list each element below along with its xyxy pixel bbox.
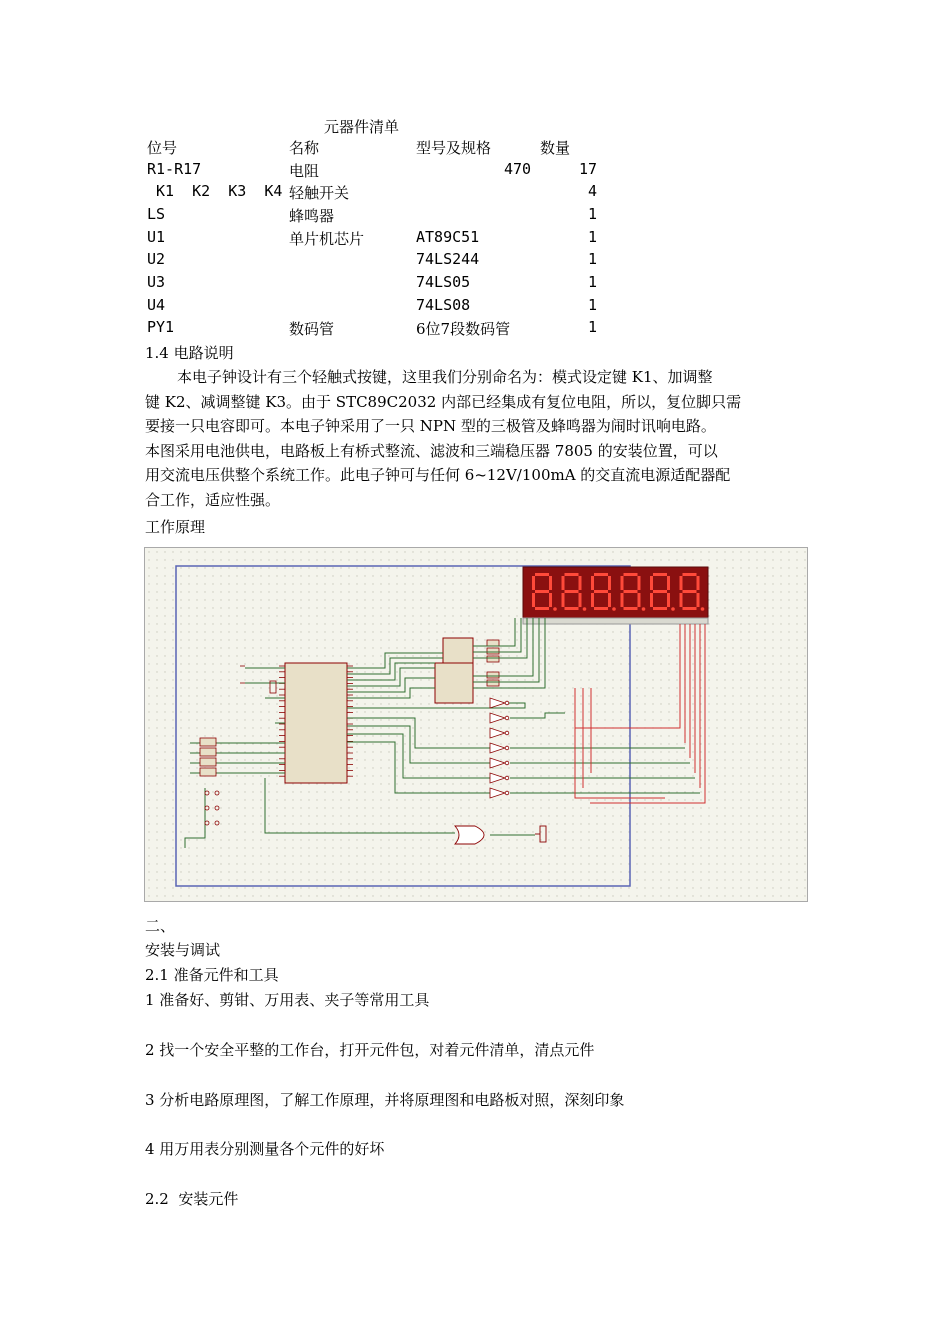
step-item: 3 分析电路原理图，了解工作原理，并将原理图和电路板对照，深刻印象 xyxy=(145,1091,625,1109)
display-segment xyxy=(667,593,670,607)
display-segment xyxy=(535,590,549,593)
display-segment xyxy=(638,593,641,607)
mcu-u1 xyxy=(279,663,353,783)
table-row-spec: 74LS05 xyxy=(416,273,471,291)
table-header-spec: 型号及规格 xyxy=(416,139,492,157)
display-segment xyxy=(621,576,624,590)
table-row-ref: K1 K2 K3 K4 xyxy=(147,182,283,200)
parts-table-title: 元器件清单 xyxy=(324,118,400,136)
table-row-qty: 1 xyxy=(588,250,598,268)
display-segment xyxy=(697,576,700,590)
table-row-spec: 74LS08 xyxy=(416,296,471,314)
display-segment xyxy=(594,590,608,593)
table-row-ref: U4 xyxy=(147,296,166,314)
table-row-qty: 1 xyxy=(588,205,598,223)
buffer-inverter-bubble xyxy=(505,731,509,735)
display-segment xyxy=(591,593,594,607)
table-row-name: 数码管 xyxy=(289,320,335,338)
section-heading-2-2: 2.2 安装元件 xyxy=(145,1190,239,1208)
table-row-spec: 74LS244 xyxy=(416,250,480,268)
step-item: 1 准备好、剪钳、万用表、夹子等常用工具 xyxy=(145,991,430,1009)
display-segment xyxy=(680,576,683,590)
display-segment xyxy=(653,590,667,593)
paragraph-line: 合工作，适应性强。 xyxy=(145,490,281,509)
display-decimal-point xyxy=(612,607,616,611)
section-number-2: 二、 xyxy=(145,917,176,935)
buffer-inverter-bubble xyxy=(505,776,509,780)
buffer-inverter-bubble xyxy=(505,716,509,720)
paragraph-line: 用交流电压供整个系统工作。此电子钟可与任何 6~12V/100mA 的交直流电源适配器配 xyxy=(145,466,731,484)
display-segment xyxy=(608,593,611,607)
table-row-ref: R1-R17 xyxy=(147,160,202,178)
table-header-ref: 位号 xyxy=(147,139,178,157)
table-row-qty: 1 xyxy=(588,273,598,291)
display-segment xyxy=(680,593,683,607)
step-item: 2 找一个安全平整的工作台，打开元件包，对着元件清单，清点元件 xyxy=(145,1041,595,1059)
display-segment xyxy=(697,593,700,607)
display-segment xyxy=(549,593,552,607)
display-decimal-point xyxy=(701,607,705,611)
display-segment xyxy=(638,576,641,590)
table-row-name: 电阻 xyxy=(289,162,320,180)
table-row-ref: PY1 xyxy=(147,318,175,336)
display-segment xyxy=(535,573,549,576)
display-segment xyxy=(579,593,582,607)
display-segment xyxy=(624,607,638,610)
table-row-qty: 1 xyxy=(588,228,598,246)
circuit-description-paragraph xyxy=(145,365,785,512)
display-segment xyxy=(532,593,535,607)
table-row-name: 蜂鸣器 xyxy=(289,207,335,225)
section-heading-2: 安装与调试 xyxy=(145,941,221,959)
display-segment xyxy=(667,576,670,590)
table-row-ref: U1 xyxy=(147,228,166,246)
display-segment xyxy=(549,576,552,590)
circuit-schematic xyxy=(144,547,808,902)
display-segment xyxy=(594,573,608,576)
display-segment xyxy=(562,576,565,590)
table-row-qty: 1 xyxy=(588,318,598,336)
display-segment xyxy=(650,593,653,607)
table-row-spec: 6位7段数码管 xyxy=(416,320,511,338)
and-gate xyxy=(455,826,484,844)
display-segment xyxy=(565,607,579,610)
table-row-spec: 470 xyxy=(504,160,532,178)
buffer-inverter-bubble xyxy=(505,761,509,765)
section-heading-2-1: 2.1 准备元件和工具 xyxy=(145,966,279,984)
display-segment xyxy=(594,607,608,610)
display-segment xyxy=(579,576,582,590)
table-row-qty: 17 xyxy=(579,160,598,178)
buffer-inverter-bubble xyxy=(505,746,509,750)
table-header-name: 名称 xyxy=(289,139,320,157)
paragraph-line: 键 K2、减调整键 K3。由于 STC89C2032 内部已经集成有复位电阻，所以，复位脚只需 xyxy=(145,392,742,411)
display-segment xyxy=(532,576,535,590)
display-segment xyxy=(535,607,549,610)
buffer-inverter-bubble xyxy=(505,701,509,705)
buffer-inverter-bubble xyxy=(505,791,509,795)
table-row-qty: 1 xyxy=(588,296,598,314)
display-segment xyxy=(683,590,697,593)
display-segment xyxy=(624,590,638,593)
paragraph-line: 本电子钟设计有三个轻触式按键，这里我们分别命名为：模式设定键 K1、加调整 xyxy=(177,368,713,386)
display-segment xyxy=(683,607,697,610)
step-item: 4 用万用表分别测量各个元件的好坏 xyxy=(145,1140,385,1158)
table-row-ref: U2 xyxy=(147,250,166,268)
section-heading-1-4: 1.4 电路说明 xyxy=(145,344,234,362)
display-segment xyxy=(565,573,579,576)
display-segment xyxy=(608,576,611,590)
display-decimal-point xyxy=(553,607,557,611)
display-segment xyxy=(565,590,579,593)
table-row-ref: U3 xyxy=(147,273,166,291)
display-decimal-point xyxy=(642,607,646,611)
display-decimal-point xyxy=(583,607,587,611)
display-segment xyxy=(591,576,594,590)
table-row-spec: AT89C51 xyxy=(416,228,480,246)
table-row-ref: LS xyxy=(147,205,166,223)
seven-segment-display xyxy=(523,567,708,624)
display-segment xyxy=(683,573,697,576)
display-decimal-point xyxy=(671,607,675,611)
table-row-name: 轻触开关 xyxy=(289,184,350,202)
display-segment xyxy=(653,607,667,610)
paragraph-line: 要接一只电容即可。本电子钟采用了一只 NPN 型的三极管及蜂鸣器为闹时讯响电路。 xyxy=(145,417,716,435)
display-segment xyxy=(562,593,565,607)
display-segment xyxy=(653,573,667,576)
table-header-qty: 数量 xyxy=(540,139,571,157)
principle-heading: 工作原理 xyxy=(145,518,206,536)
table-row-name: 单片机芯片 xyxy=(289,230,365,248)
display-segment xyxy=(624,573,638,576)
table-row-qty: 4 xyxy=(588,182,598,200)
display-segment xyxy=(650,576,653,590)
paragraph-line: 本图采用电池供电，电路板上有桥式整流、滤波和三端稳压器 7805 的安装位置，可以 xyxy=(145,441,718,460)
display-segment xyxy=(621,593,624,607)
